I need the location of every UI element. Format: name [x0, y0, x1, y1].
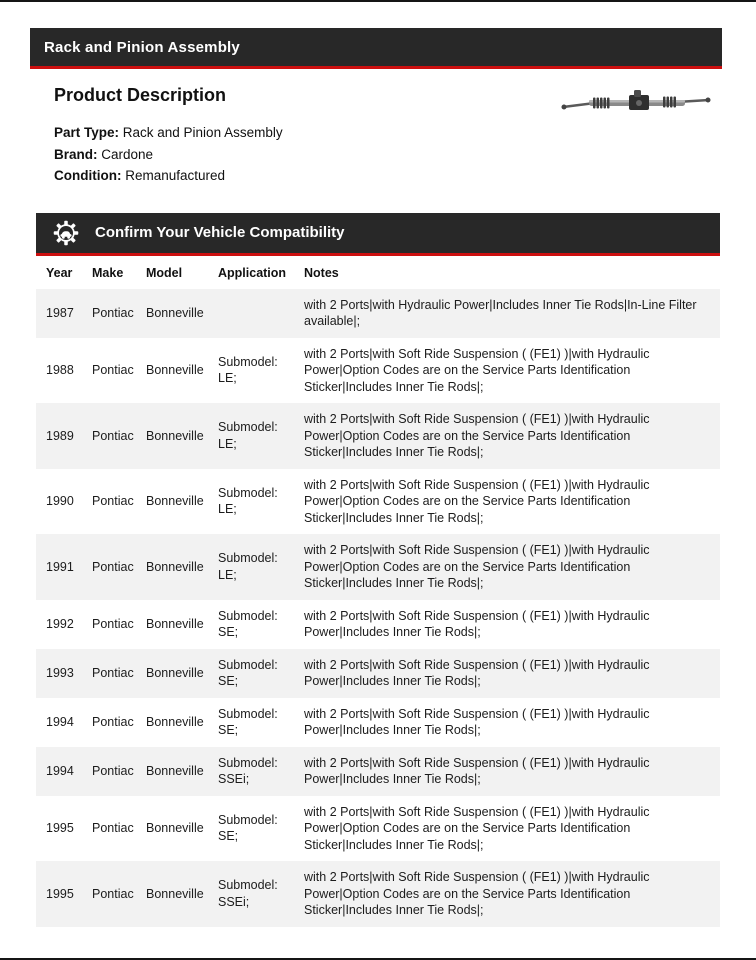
cell-year: 1994: [46, 763, 74, 778]
cell-notes: with 2 Ports|with Soft Ride Suspension ( (FE1) )|with Hydraulic Power|Option Codes are on the Service Parts Identification Sticker|Includes Inner Tie Rods|;: [304, 804, 650, 852]
cell-notes: with 2 Ports|with Hydraulic Power|Includes Inner Tie Rods|In-Line Filter available|;: [304, 297, 697, 328]
cell-model: Bonneville: [146, 616, 204, 631]
product-title: Rack and Pinion Assembly: [44, 38, 240, 56]
table-row: [36, 338, 720, 404]
table-row: [36, 747, 720, 796]
cell-make: Pontiac: [92, 559, 134, 574]
cell-notes: with 2 Ports|with Soft Ride Suspension ( (FE1) )|with Hydraulic Power|Option Codes are on the Service Parts Identification Sticker|Includes Inner Tie Rods|;: [304, 412, 650, 459]
table-row: [36, 600, 720, 649]
cell-application: Submodel: LE;: [218, 485, 278, 517]
cell-year: 1995: [46, 886, 74, 901]
spec-condition: [54, 165, 712, 187]
table-row: [36, 861, 720, 927]
table-row: [36, 469, 720, 535]
spec-brand: [54, 144, 712, 166]
cell-year: 1990: [46, 494, 74, 508]
cell-model: Bonneville: [146, 763, 204, 778]
cell-make: Pontiac: [92, 714, 134, 729]
cell-year: 1989: [46, 428, 74, 443]
cell-year: 1994: [46, 714, 74, 729]
cell-notes: with 2 Ports|with Soft Ride Suspension ( (FE1) )|with Hydraulic Power|Includes Inner Tie Rods|;: [304, 706, 650, 737]
cell-notes: with 2 Ports|with Soft Ride Suspension ( (FE1) )|with Hydraulic Power|Option Codes are on the Service Parts Identification Sticker|Includes Inner Tie Rods|;: [304, 543, 650, 590]
column-model: Model: [136, 256, 208, 289]
column-year: Year: [36, 256, 82, 289]
cell-make: Pontiac: [92, 665, 134, 680]
column-notes: Notes: [294, 256, 720, 289]
cell-model: Bonneville: [146, 559, 204, 574]
cell-notes: with 2 Ports|with Soft Ride Suspension ( (FE1) )|with Hydraulic Power|Option Codes are on the Service Parts Identification Sticker|Includes Inner Tie Rods|;: [304, 477, 650, 525]
cell-notes: with 2 Ports|with Soft Ride Suspension ( (FE1) )|with Hydraulic Power|Option Codes are on the Service Parts Identification Sticker|Includes Inner Tie Rods|;: [304, 346, 650, 394]
spec-value: Rack and Pinion Assembly: [119, 125, 283, 140]
spec-label: Condition:: [54, 168, 122, 183]
spec-label: Brand:: [54, 146, 98, 162]
accent-divider: [30, 66, 722, 69]
table-header-row: [36, 256, 720, 289]
column-application: Application: [208, 256, 294, 289]
cell-notes: with 2 Ports|with Soft Ride Suspension ( (FE1) )|with Hydraulic Power|Includes Inner Tie Rods|;: [304, 608, 650, 639]
cell-year: 1995: [46, 821, 74, 835]
table-row: [36, 289, 720, 338]
cell-make: Pontiac: [92, 428, 134, 443]
cell-year: 1991: [46, 559, 74, 574]
cell-make: Pontiac: [92, 363, 134, 377]
cell-make: Pontiac: [92, 305, 134, 320]
cell-make: Pontiac: [92, 494, 134, 508]
product-title-bar: [30, 28, 722, 66]
cell-application: Submodel: SE;: [218, 608, 278, 639]
column-make: Make: [82, 256, 136, 289]
spec-part-type: [54, 122, 712, 144]
cell-model: Bonneville: [146, 363, 204, 377]
section-title: Product Description: [54, 85, 227, 105]
cell-application: Submodel: SSEi;: [218, 755, 278, 786]
gear-with-car-icon: [52, 219, 80, 247]
cell-application: Submodel: LE;: [218, 551, 278, 582]
cell-application: Submodel: SE;: [218, 706, 278, 737]
cell-notes: with 2 Ports|with Soft Ride Suspension ( (FE1) )|with Hydraulic Power|Option Codes are on the Service Parts Identification Sticker|Includes Inner Tie Rods|;: [304, 870, 650, 917]
cell-make: Pontiac: [92, 886, 134, 901]
table-row: [36, 698, 720, 747]
cell-model: Bonneville: [146, 665, 204, 680]
compatibility-title: Confirm Your Vehicle Compatibility: [95, 224, 345, 241]
cell-application: [208, 289, 294, 338]
cell-model: Bonneville: [146, 714, 204, 729]
cell-application: Submodel: LE;: [218, 354, 278, 386]
cell-year: 1993: [46, 665, 74, 680]
cell-application: Submodel: LE;: [218, 420, 278, 451]
cell-make: Pontiac: [92, 821, 134, 835]
rack-and-pinion-photo-icon: [560, 83, 712, 123]
compatibility-table: [36, 256, 720, 927]
cell-model: Bonneville: [146, 494, 204, 508]
cell-model: Bonneville: [146, 886, 204, 901]
cell-notes: with 2 Ports|with Soft Ride Suspension ( (FE1) )|with Hydraulic Power|Includes Inner Tie Rods|;: [304, 657, 650, 688]
cell-year: 1988: [46, 363, 74, 377]
table-row: [36, 796, 720, 862]
cell-notes: with 2 Ports|with Soft Ride Suspension ( (FE1) )|with Hydraulic Power|Includes Inner Tie Rods|;: [304, 755, 650, 786]
table-row: [36, 534, 720, 600]
compatibility-header-bar: [36, 213, 720, 253]
spec-list: [54, 122, 712, 187]
cell-year: 1987: [46, 305, 74, 320]
cell-make: Pontiac: [92, 616, 134, 631]
cell-application: Submodel: SE;: [218, 812, 278, 844]
cell-year: 1992: [46, 616, 74, 631]
cell-model: Bonneville: [146, 428, 204, 443]
cell-application: Submodel: SSEi;: [218, 878, 278, 909]
spec-label: Part Type:: [54, 125, 120, 140]
spec-value: Cardone: [97, 146, 154, 162]
cell-application: Submodel: SE;: [218, 657, 278, 688]
cell-model: Bonneville: [146, 821, 204, 835]
table-row: [36, 649, 720, 698]
spec-value: Remanufactured: [121, 168, 226, 183]
description-section: [54, 85, 712, 187]
cell-model: Bonneville: [146, 305, 204, 320]
table-row: [36, 403, 720, 469]
cell-make: Pontiac: [92, 763, 134, 778]
